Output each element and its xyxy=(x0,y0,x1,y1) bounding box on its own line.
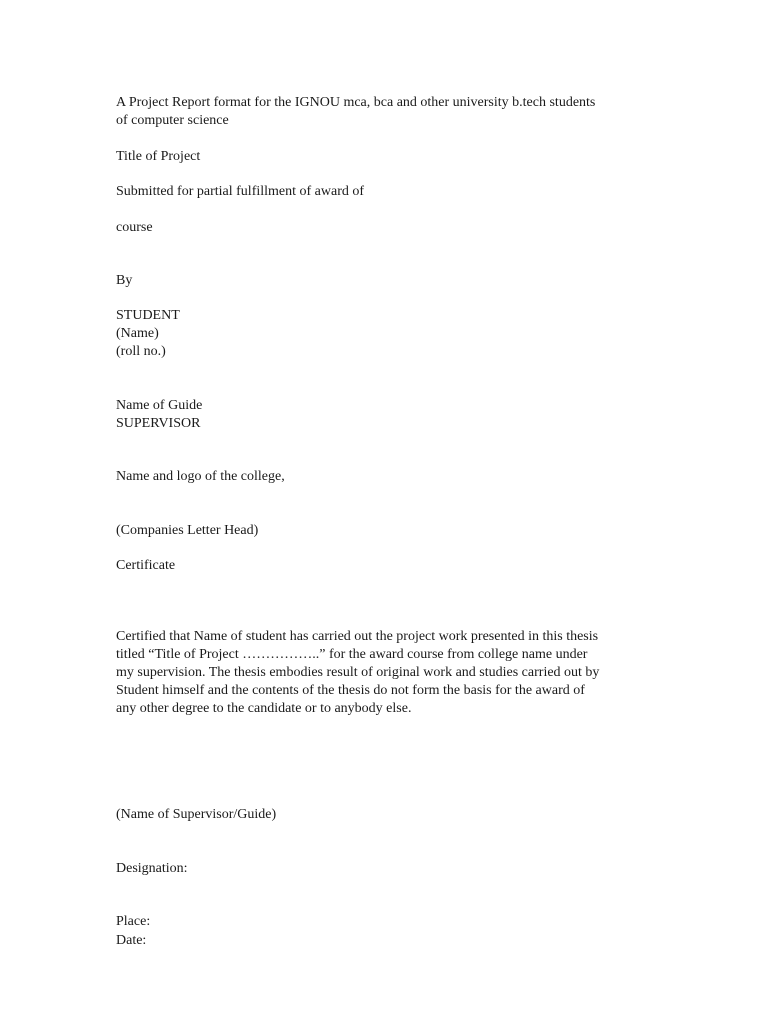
designation-label: Designation: xyxy=(116,861,188,876)
college-name: Name and logo of the college, xyxy=(116,469,285,484)
submitted-for: Submitted for partial fulfillment of award of xyxy=(116,184,365,199)
guide-name: Name of Guide xyxy=(116,398,203,413)
supervisor-name: (Name of Supervisor/Guide) xyxy=(116,807,277,822)
certificate-body-line: Certified that Name of student has carried out the project work presented in this thesis xyxy=(116,629,599,644)
heading-line-1: A Project Report format for the IGNOU mca, bca and other university b.tech students xyxy=(116,95,596,110)
certificate-body xyxy=(116,628,656,718)
date-label: Date: xyxy=(116,933,147,948)
by-label: By xyxy=(116,273,133,288)
place-label: Place: xyxy=(116,914,151,929)
student-roll: (roll no.) xyxy=(116,344,166,359)
certificate-body-line: Student himself and the contents of the thesis do not form the basis for the award of xyxy=(116,683,585,698)
certificate-heading: Certificate xyxy=(116,558,176,573)
student-label: STUDENT xyxy=(116,308,180,323)
student-name: (Name) xyxy=(116,326,159,341)
letter-head: (Companies Letter Head) xyxy=(116,523,259,538)
certificate-body-line: titled “Title of Project ……………..” for the award course from college name under xyxy=(116,647,588,662)
title-of-project: Title of Project xyxy=(116,149,201,164)
certificate-body-line: my supervision. The thesis embodies result of original work and studies carried out by xyxy=(116,665,600,680)
supervisor-label: SUPERVISOR xyxy=(116,416,201,431)
heading-line-2: of computer science xyxy=(116,113,229,128)
certificate-body-line: any other degree to the candidate or to anybody else. xyxy=(116,701,412,716)
course: course xyxy=(116,220,153,235)
